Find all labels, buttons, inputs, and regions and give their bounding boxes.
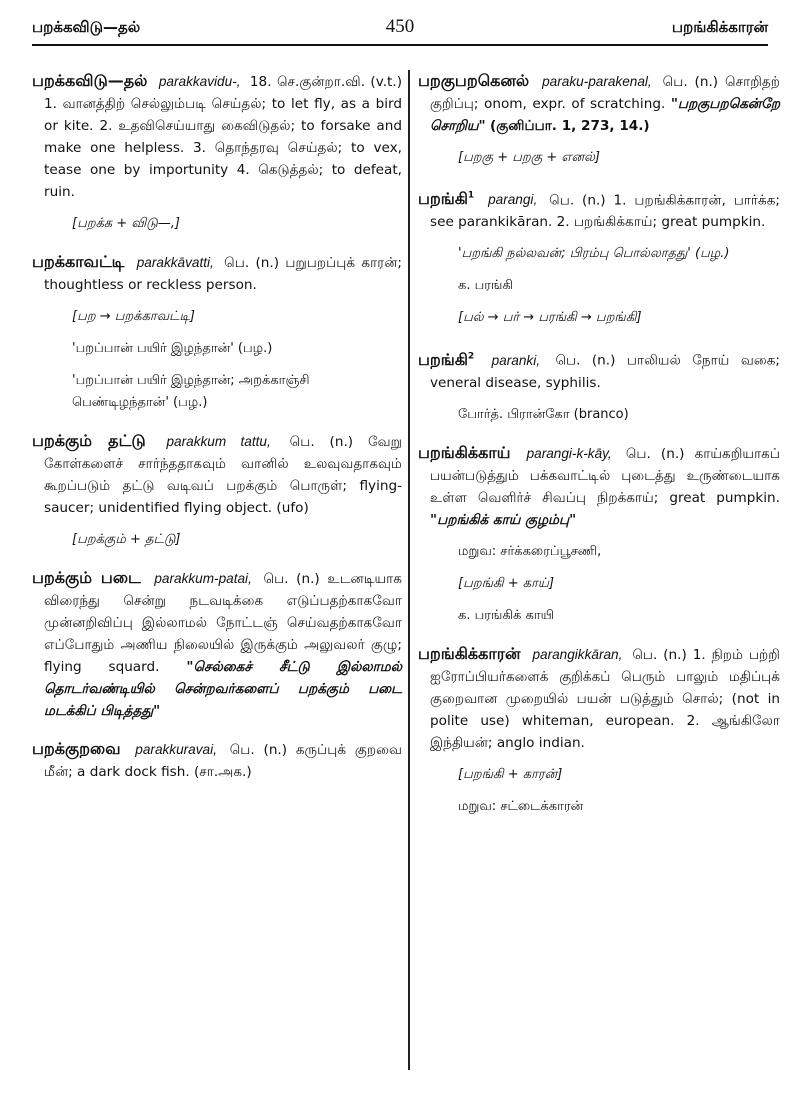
transliteration: parangi,	[488, 192, 538, 208]
transliteration: paraku-parakenal,	[542, 74, 652, 89]
right-column	[418, 70, 780, 834]
headword: பறகுபறகெனல்	[418, 71, 530, 90]
headword: பறக்கும் படை	[32, 568, 141, 587]
dictionary-entry	[32, 251, 402, 414]
headword: பறக்காவட்டி	[32, 252, 125, 271]
proverb: 'பறங்கி நல்லவன்; பிரம்பு பொல்லாதது' (பழ.)	[458, 246, 730, 262]
headword: பறங்கி$^1$	[418, 189, 475, 209]
synonym: மறுவ: சர்க்கரைப்பூசணி,	[458, 543, 602, 559]
synonym: மறுவ: சட்டைக்காரன்	[458, 798, 584, 814]
transliteration: parakkuravai,	[135, 742, 217, 757]
transliteration: parakkāvatti,	[136, 255, 214, 270]
headword: பறக்குறவை	[32, 739, 121, 758]
origin: போர்த். பிரான்கோ (branco)	[458, 406, 629, 422]
transliteration: parakkavidu-,	[158, 74, 241, 89]
headword: பறக்கும் தட்டு	[32, 431, 146, 450]
definition: பெ. (n.) பறுபறப்புக் காரன்; thoughtless or reckless person.	[44, 255, 403, 293]
cognate: க. பரங்கிக் காயி	[458, 607, 554, 623]
homonym-number: 1	[467, 191, 475, 201]
definition: பெ. (n.) சொறிதற் குறிப்பு; onom, expr. of scratching.	[430, 74, 781, 112]
definition: பெ. (n.) 1. பறங்கிக்காரன், பார்க்க; see parankikāran. 2. பறங்கிக்காய்; great pumpkin.	[430, 192, 780, 231]
headword: பறக்கவிடு—தல்	[32, 71, 148, 90]
transliteration: parakkum tattu,	[166, 434, 271, 449]
headword: பறங்கி$^2$	[418, 349, 475, 369]
page-header	[32, 14, 768, 46]
dictionary-entry	[32, 567, 402, 722]
left-guide-word: பறக்கவிடு—தல்	[32, 18, 141, 36]
dictionary-entry	[32, 70, 402, 235]
etymology: [பல் → பர் → பரங்கி → பறங்கி]	[458, 310, 642, 326]
usage-quote: "பறகுபறகென்றே சொறிய"	[430, 96, 780, 134]
transliteration: paranki,	[491, 352, 540, 368]
dictionary-entry	[418, 442, 780, 627]
definition: பெ. (n.) காய்கறியாகப் பயன்படுத்தும் பக்கவாட்டில் புடைத்து உருண்டையாக உள்ள வெளிர்ச் சிவப்பு நிறக்காய்; great pumpkin.	[430, 445, 780, 506]
etymology: [பறக்கும் + தட்டு]	[72, 532, 181, 547]
definition: பெ. (n.) பாலியல் நோய் வகை; veneral disease, syphilis.	[430, 352, 780, 391]
usage-quote: "பறங்கிக் காய் குழம்பு"	[430, 511, 577, 528]
dictionary-entry	[418, 643, 780, 818]
cognate: க. பரங்கி	[458, 278, 514, 294]
dictionary-entry	[418, 185, 780, 329]
headword: பறங்கிக்காரன்	[418, 643, 521, 663]
dictionary-entry	[418, 345, 780, 425]
column-divider	[408, 70, 410, 1070]
transliteration: parangi-k-kāy,	[526, 445, 612, 461]
definition: பெ. (n.) வேறு கோள்களைச் சார்ந்ததாகவும் வானில் உலவுவதாகவும் கூறப்படும் தட்டு வடிவப் பறக்கும் பொருள்; flying-saucer; unidentified flying object. (ufo)	[44, 434, 402, 516]
headword: பறங்கிக்காய்	[418, 442, 511, 462]
transliteration: parakkum-patai,	[154, 571, 252, 586]
right-guide-word: பறங்கிக்காரன்	[671, 18, 768, 36]
etymology: [பறக்க + விடு—,]	[72, 216, 180, 231]
definition: பெ. (n.) கருப்புக் குறவை மீன்; a dark dock fish. (சா.அக.)	[44, 742, 402, 780]
left-column	[32, 70, 402, 799]
definition: 18. செ.குன்றா.வி. (v.t.) 1. வானத்திற் செல்லும்படி செய்தல்; to let fly, as a bird or kite. 2. உதவிசெய்யாது கைவிடுதல்; to forsake and make one helpless. 3. தொந்தரவு செய்தல்; to vex, tease one by importunity 4. கெடுத்தல்; to defeat, ruin.	[44, 74, 402, 200]
homonym-number: 2	[467, 351, 475, 362]
usage-quote: "செல்கைச் சீட்டு இல்லாமல் தொடர்வண்டியில் சென்றவர்களைப் பறக்கும் படை மடக்கிப் பிடித்தது"	[44, 659, 403, 719]
citation: (குனிப்பா. 1, 273, 14.)	[489, 118, 650, 134]
dictionary-entry	[418, 70, 780, 169]
definition: பெ. (n.) உடனடியாக விரைந்து சென்று நடவடிக்கை எடுப்பதற்காகவோ முன்னறிவிப்பு இல்லாமல் நோட்டஞ் செய்வதற்காகவோ எப்போதும் அணிய நிலையில் இருக்கும் அலுவலர் குழு; flying squard.	[44, 571, 402, 675]
dictionary-entry	[32, 430, 402, 551]
etymology: [பறங்கி + காரன்]	[458, 766, 563, 782]
etymology: [பற → பறக்காவட்டி]	[72, 309, 195, 324]
etymology: [பறகு + பறகு + எனல்]	[458, 150, 600, 165]
etymology: [பறங்கி + காய்]	[458, 575, 555, 591]
proverb: 'பறப்பான் பயிர் இழந்தான்; அறக்காஞ்சி பெண்டிழந்தான்' (பழ.)	[72, 373, 310, 410]
dictionary-entry	[32, 738, 402, 783]
page-number: 450	[385, 16, 415, 37]
transliteration: parangikkāran,	[532, 646, 623, 662]
definition: பெ. (n.) 1. நிறம் பற்றி ஐரோப்பியர்களைக் குறிக்கப் பெரும் பாலும் மதிப்புக் குறைவான முறையில் பயன் படுத்தும் சொல்; (not in polite use) whiteman, european. 2. ஆங்கிலோ இந்தியன்; anglo indian.	[430, 646, 781, 751]
proverb: 'பறப்பான் பயிர் இழந்தான்' (பழ.)	[72, 341, 273, 356]
